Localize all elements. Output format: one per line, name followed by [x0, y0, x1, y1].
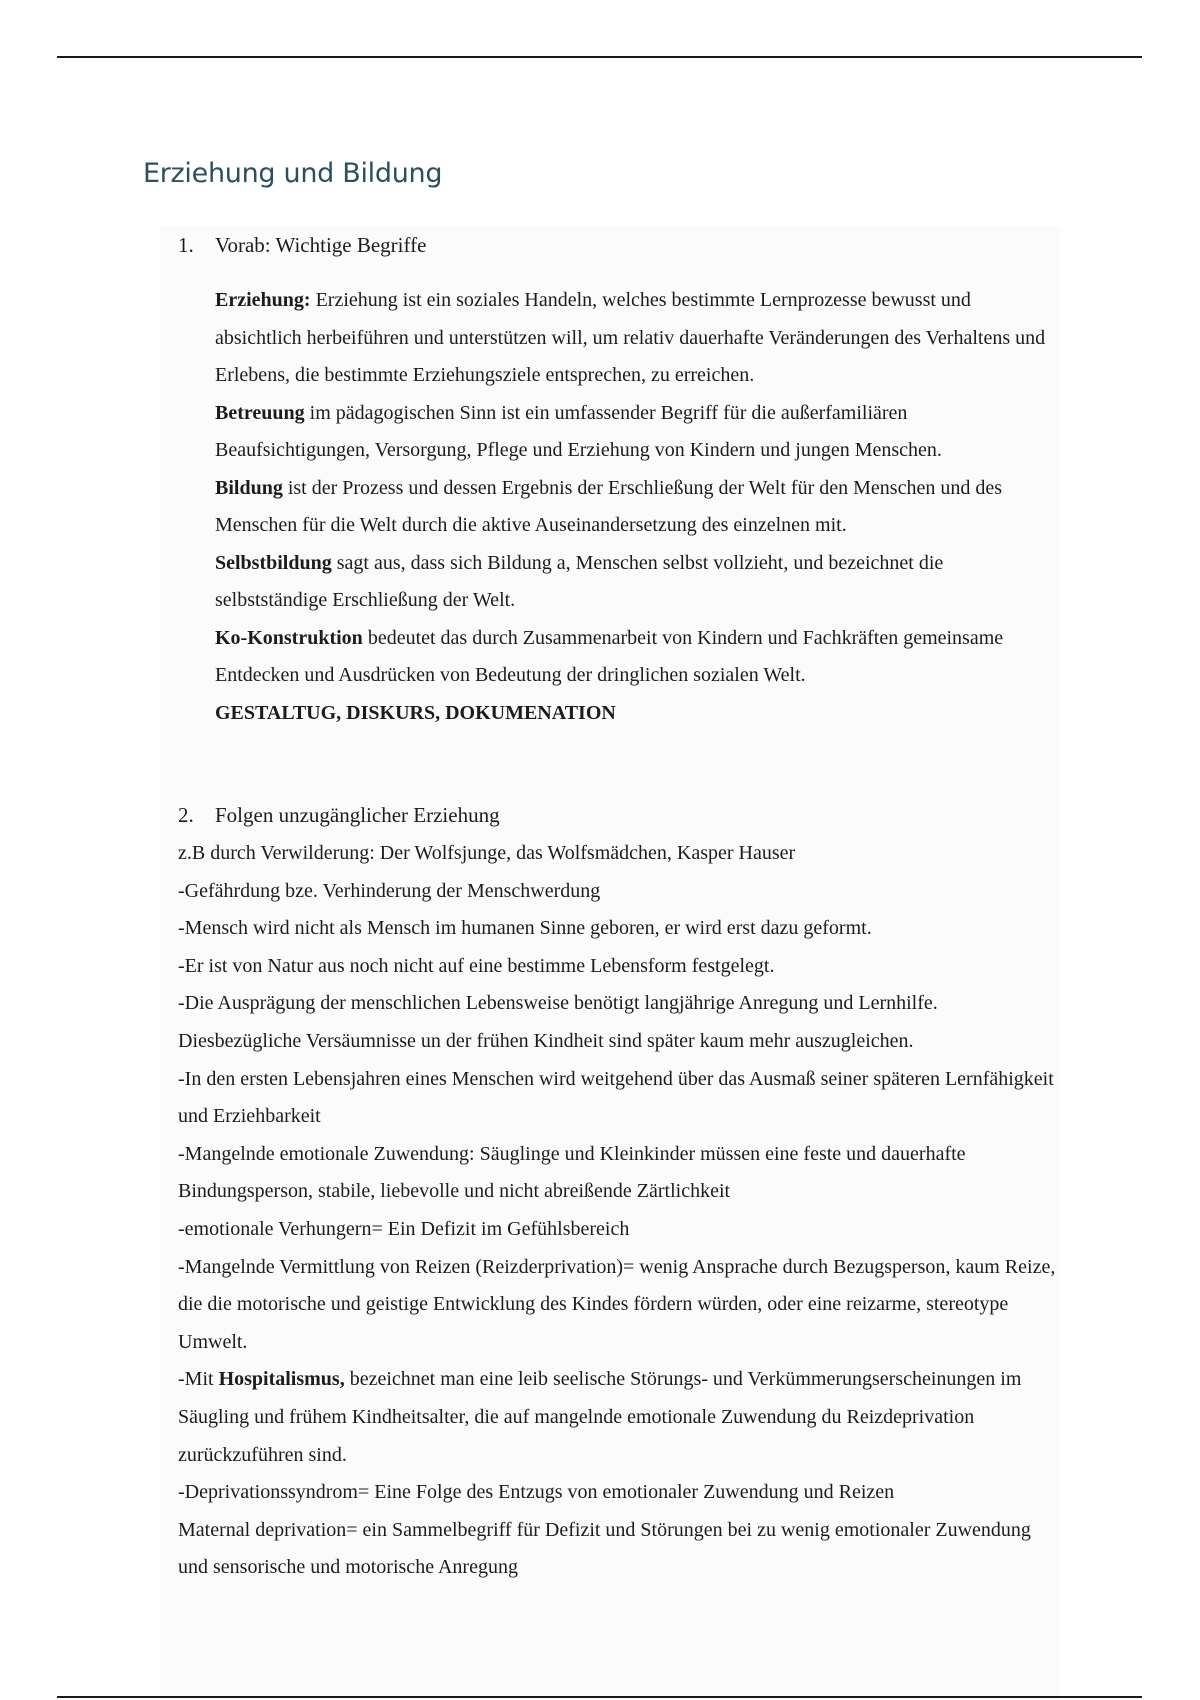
section-2-heading-text: Folgen unzugänglicher Erziehung	[215, 803, 500, 827]
definition-text: bedeutet das durch Zusammenarbeit von Kindern und Fachkräften gemeinsame Entdecken und Ausdrücken von Bedeutung der dringlichen sozialen Welt.	[215, 626, 1004, 686]
definition-text: im pädagogischen Sinn ist ein umfassender Begriff für die außerfamiliären Beaufsichtigungen, Versorgung, Pflege und Erziehung von Kindern und jungen Menschen.	[215, 401, 942, 461]
definition-text: ist der Prozess und dessen Ergebnis der Erschließung der Welt für den Menschen und des Menschen für die Welt durch die aktive Auseinandersetzung des einzelnen mit.	[215, 476, 1002, 536]
paragraph: Maternal deprivation= ein Sammelbegriff für Defizit und Störungen bei zu wenig emotionaler Zuwendung und sensorische und motorische Anregung	[178, 1518, 1031, 1579]
keywords-text: GESTALTUG, DISKURS, DOKUMENATION	[215, 701, 616, 724]
hospitalismus-term: Hospitalismus,	[218, 1368, 345, 1391]
section-1-heading-text: Vorab: Wichtige Begriffe	[215, 233, 427, 257]
definition-text: Erziehung ist ein soziales Handeln, welches bestimmte Lernprozesse bewusst und absichtlich herbeiführen und unterstützen will, um relativ dauerhafte Veränderungen des Verhaltens und Erlebens, die bestimmte Erziehungsziele entsprechen, zu erreichen.	[215, 289, 1046, 386]
paragraph: z.B durch Verwilderung: Der Wolfsjunge, das Wolfsmädchen, Kasper Hauser	[178, 842, 796, 864]
paragraph: -In den ersten Lebensjahren eines Menschen wird weitgehend über das Ausmaß seiner späteren Lernfähigkeit und Erziehbarkeit	[178, 1067, 1054, 1128]
footer-rule	[57, 1696, 1142, 1698]
paragraph: -Gefährdung bze. Verhinderung der Menschwerdung	[178, 879, 601, 902]
definition-term: Bildung	[215, 476, 283, 499]
definition-ko-konstruktion	[215, 620, 1060, 695]
hospitalismus-prefix: -Mit	[178, 1368, 219, 1391]
definition-betreuung	[215, 395, 1060, 470]
definition-term: Ko-Konstruktion	[215, 626, 363, 649]
definition-term: Selbstbildung	[215, 551, 332, 574]
consequences-block	[178, 835, 1063, 1587]
paragraph: -Er ist von Natur aus noch nicht auf eine bestimme Lebensform festgelegt.	[178, 954, 775, 977]
hospitalismus-paragraph	[178, 1361, 1063, 1474]
paragraph: -Mensch wird nicht als Mensch im humanen Sinne geboren, er wird erst dazu geformt.	[178, 917, 872, 940]
section-2-number: 2.	[178, 803, 194, 827]
paragraph: -Deprivationssyndrom= Eine Folge des Entzugs von emotionaler Zuwendung und Reizen	[178, 1481, 895, 1504]
definition-selbstbildung	[215, 545, 1060, 620]
section-1-number: 1.	[178, 233, 194, 257]
hospitalismus-text: bezeichnet man eine leib seelische Störungs- und Verkümmerungserscheinungen im Säugling und frühem Kindheitsalter, die auf mangelnde emotionale Zuwendung du Reizdeprivation zurückzuführen sind.	[178, 1368, 1022, 1466]
header-rule	[57, 56, 1142, 58]
keywords-line	[215, 695, 1060, 733]
definitions-block	[215, 282, 1060, 732]
definition-text: sagt aus, dass sich Bildung a, Menschen selbst vollzieht, und bezeichnet die selbstständige Erschließung der Welt.	[215, 551, 944, 611]
paragraph: -Mangelnde emotionale Zuwendung: Säuglinge und Kleinkinder müssen eine feste und dauerhafte Bindungsperson, stabile, liebevolle und nicht abreißende Zärtlichkeit	[178, 1142, 966, 1203]
definition-term: Erziehung:	[215, 289, 311, 311]
definition-erziehung	[215, 282, 1060, 395]
definition-bildung	[215, 470, 1060, 545]
paragraph: -emotionale Verhungern= Ein Defizit im Gefühlsbereich	[178, 1217, 630, 1240]
paragraph: -Mangelnde Vermittlung von Reizen (Reizderprivation)= wenig Ansprache durch Bezugsperson, kaum Reize, die die motorische und geistige Entwicklung des Kindes fördern würden, oder eine reizarme, stereotype Umwelt.	[178, 1255, 1056, 1353]
document-title: Erziehung und Bildung	[143, 158, 443, 189]
section-2-heading	[178, 803, 500, 828]
section-1-heading	[178, 233, 426, 258]
paragraph: -Die Ausprägung der menschlichen Lebensweise benötigt langjährige Anregung und Lernhilfe. Diesbezügliche Versäumnisse un der frühen Kindheit sind später kaum mehr auszugleichen.	[178, 992, 938, 1052]
definition-term: Betreuung	[215, 401, 305, 424]
